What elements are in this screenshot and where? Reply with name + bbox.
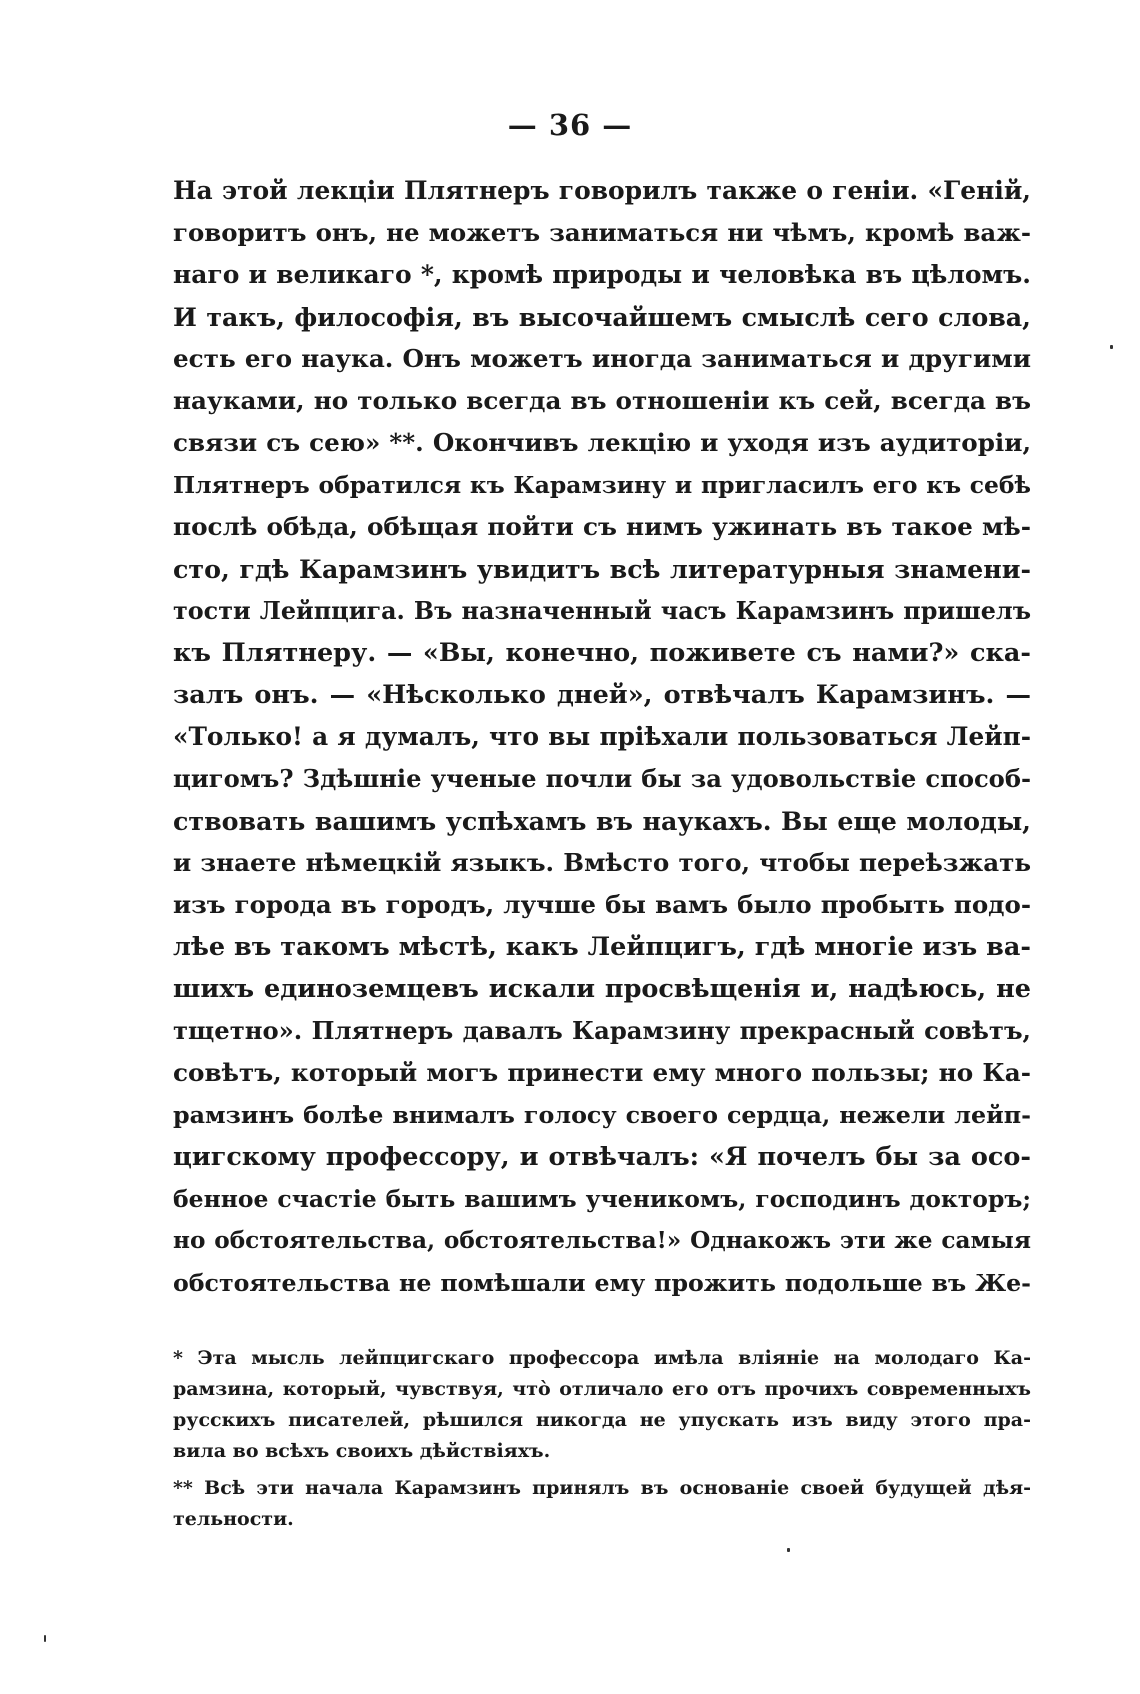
text-line: Плятнеръ обратился къ Карамзину и пригласилъ его къ себѣ: [173, 471, 1031, 499]
main-text: [173, 170, 1031, 1304]
footnotes: [173, 1343, 1031, 1535]
text-line: бенное счастіе быть вашимъ ученикомъ, господинъ докторъ;: [173, 1185, 1031, 1213]
text-line: сто, гдѣ Карамзинъ увидитъ всѣ литературныя знамени-: [173, 554, 1031, 584]
text-line: «Только! а я думалъ, что вы пріѣхали пользоваться Лейп-: [173, 722, 1031, 751]
footnote-line: рамзина, который, чувствуя, что̀ отличало его отъ прочихъ современныхъ: [173, 1378, 1031, 1400]
footnote-1: [173, 1343, 1031, 1467]
text-line: послѣ обѣда, обѣщая пойти съ нимъ ужинать въ такое мѣ-: [173, 512, 1031, 541]
footnote-line: вила во всѣхъ своихъ дѣйствіяхъ.: [173, 1440, 551, 1462]
text-line: И такъ, философія, въ высочайшемъ смыслѣ сего слова,: [173, 302, 1031, 332]
text-line: тости Лейпцига. Въ назначенный часъ Карамзинъ пришелъ: [173, 597, 1031, 625]
print-speck: [787, 1548, 790, 1552]
page-number: — 36 —: [507, 108, 633, 142]
text-line: наго и великаго *, кромѣ природы и человѣка въ цѣломъ.: [173, 260, 1031, 289]
text-line: лѣе въ такомъ мѣстѣ, какъ Лейпцигъ, гдѣ многіе изъ ва-: [173, 932, 1031, 962]
text-line: есть его наука. Онъ можетъ иногда заниматься и другими: [173, 344, 1031, 373]
text-line: науками, но только всегда въ отношеніи къ сей, всегда въ: [173, 386, 1031, 415]
text-line: цигомъ? Здѣшніе ученые почли бы за удовольствіе способ-: [173, 764, 1031, 793]
text-line: шихъ единоземцевъ искали просвѣщенія и, надѣюсь, не: [173, 974, 1031, 1004]
text-line: обстоятельства не помѣшали ему прожить подольше въ Же-: [173, 1269, 1031, 1297]
print-speck: [1110, 345, 1113, 349]
text-line: но обстоятельства, обстоятельства!» Однакожъ эти же самыя: [173, 1227, 1031, 1254]
footnote-line: ** Всѣ эти начала Карамзинъ принялъ въ основаніе своей будущей дѣя-: [173, 1477, 1031, 1499]
footnote-line: тельности.: [173, 1508, 294, 1530]
text-line: говоритъ онъ, не можетъ заниматься ни чѣмъ, кромѣ важ-: [173, 218, 1031, 247]
text-line: изъ города въ городъ, лучше бы вамъ было пробыть подо-: [173, 890, 1031, 919]
print-speck: [44, 1635, 46, 1642]
text-line: совѣтъ, который могъ принести ему много пользы; но Ка-: [173, 1058, 1031, 1087]
text-line: связи съ сею» **. Окончивъ лекцію и уходя изъ аудиторіи,: [173, 428, 1031, 457]
text-line: ствовать вашимъ успѣхамъ въ наукахъ. Вы еще молоды,: [173, 806, 1031, 836]
text-line: залъ онъ. — «Нѣсколько дней», отвѣчалъ Карамзинъ. —: [173, 680, 1031, 710]
text-line: рамзинъ болѣе внималъ голосу своего сердца, нежели лейп-: [173, 1101, 1031, 1129]
text-line: На этой лекціи Плятнеръ говорилъ также о геніи. «Геній,: [173, 176, 1031, 205]
text-line: и знаете нѣмецкій языкъ. Вмѣсто того, чтобы переѣзжать: [173, 848, 1031, 877]
text-line: тщетно». Плятнеръ давалъ Карамзину прекрасный совѣтъ,: [173, 1016, 1031, 1045]
footnote-line: русскихъ писателей, рѣшился никогда не упускать изъ виду этого пра-: [173, 1409, 1031, 1431]
text-line: цигскому профессору, и отвѣчалъ: «Я почелъ бы за осо-: [173, 1142, 1031, 1172]
text-line: къ Плятнеру. — «Вы, конечно, поживете съ нами?» ска-: [173, 638, 1031, 668]
footnote-2: [173, 1473, 1031, 1535]
footnote-line: * Эта мысль лейпцигскаго профессора имѣла вліяніе на молодаго Ка-: [173, 1347, 1031, 1369]
